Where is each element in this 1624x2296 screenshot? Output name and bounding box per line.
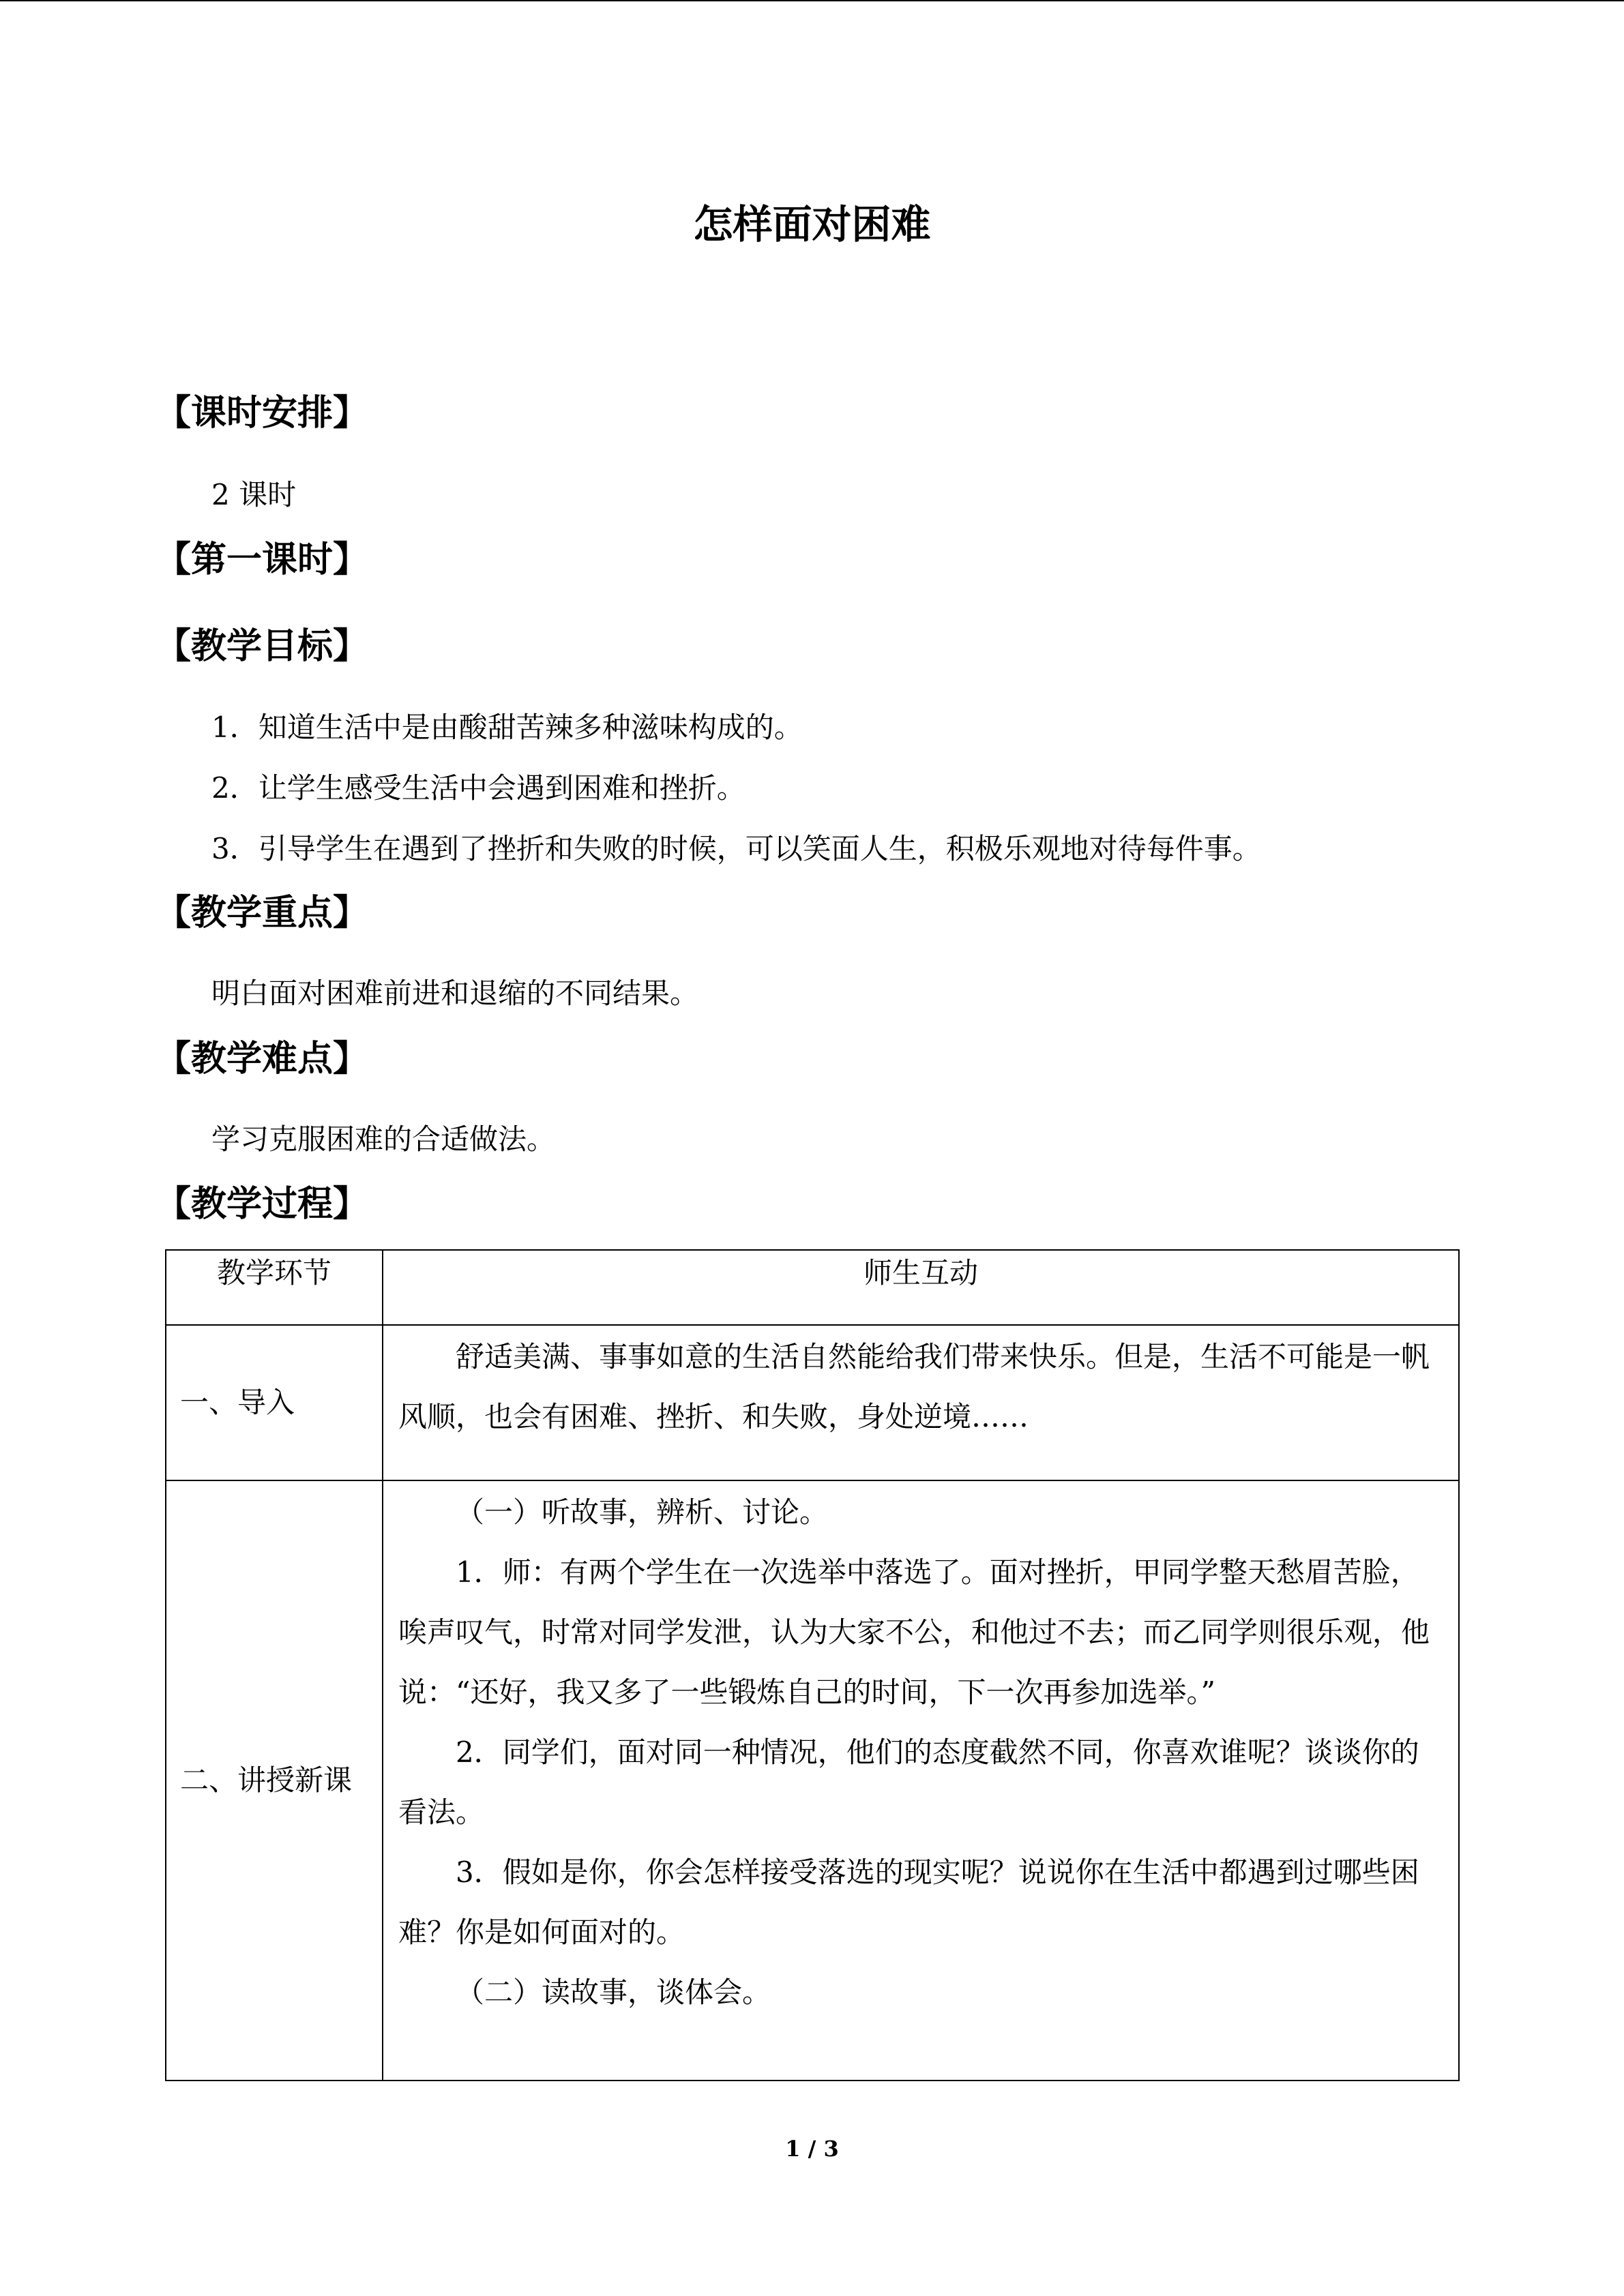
lesson-paragraph-4: 3．假如是你，你会怎样接受落选的现实呢？说说你在生活中都遇到过哪些困难？你是如何面对的。	[398, 1855, 1419, 1949]
header-interaction: 师生互动	[383, 1250, 1459, 1325]
process-heading: 【教学过程】	[156, 1184, 369, 1225]
key-points-text: 明白面对困难前进和退缩的不同结果。	[211, 976, 699, 1010]
teaching-process-table	[165, 1249, 1460, 2081]
stage-cell-intro: 一、导入	[166, 1325, 383, 1480]
interaction-cell-intro	[383, 1325, 1459, 1480]
goal-item-3: 3．引导学生在遇到了挫折和失败的时候，可以笑面人生，积极乐观地对待每件事。	[211, 832, 1261, 865]
goal-item-1: 1．知道生活中是由酸甜苦辣多种滋味构成的。	[211, 711, 803, 744]
difficulty-text: 学习克服困难的合适做法。	[211, 1122, 556, 1156]
lesson-paragraph-3: 2．同学们，面对同一种情况，他们的态度截然不同，你喜欢谁呢？谈谈你的看法。	[398, 1735, 1419, 1829]
lesson-paragraph-2: 1．师：有两个学生在一次选举中落选了。面对挫折，甲同学整天愁眉苦脸，唉声叹气，时常对同学发泄，认为大家不公，和他过不去；而乙同学则很乐观，他说：“还好，我又多了一些锻炼自己的时间，下一次再参加选举。”	[398, 1555, 1430, 1709]
header-stage: 教学环节	[166, 1250, 383, 1325]
goals-heading: 【教学目标】	[156, 626, 369, 667]
document-title: 怎样面对困难	[693, 201, 931, 248]
schedule-text: 2 课时	[211, 478, 297, 511]
first-lesson-heading: 【第一课时】	[156, 539, 369, 580]
interaction-cell-new-lesson	[383, 1480, 1459, 2081]
stage-cell-new-lesson: 二、讲授新课	[166, 1480, 383, 2081]
difficulty-heading: 【教学难点】	[156, 1039, 369, 1079]
schedule-heading: 【课时安排】	[156, 393, 369, 434]
lesson-paragraph-5: （二）读故事，谈体会。	[456, 1976, 771, 2009]
top-border-line	[0, 0, 1624, 1]
key-points-heading: 【教学重点】	[156, 893, 369, 934]
table-header-row	[166, 1250, 1459, 1325]
lesson-paragraph-1: （一）听故事，辨析、讨论。	[456, 1495, 829, 1529]
table-row	[166, 1480, 1459, 2081]
intro-paragraph: 舒适美满、事事如意的生活自然能给我们带来快乐。但是，生活不可能是一帆风顺，也会有困难、挫折、和失败，身处逆境……	[398, 1340, 1430, 1433]
page-number: 1 / 3	[785, 2136, 839, 2162]
goal-item-2: 2．让学生感受生活中会遇到困难和挫折。	[211, 771, 745, 805]
table-row	[166, 1325, 1459, 1480]
